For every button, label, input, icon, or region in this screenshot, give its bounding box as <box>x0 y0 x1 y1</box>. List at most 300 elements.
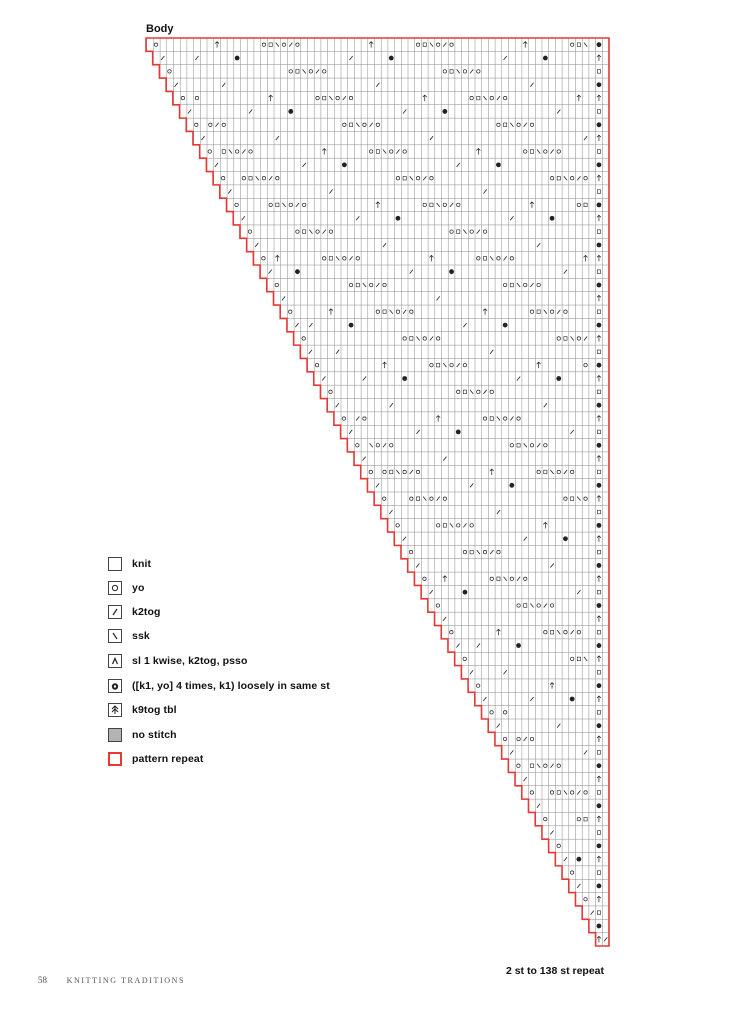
stitch-bob <box>503 323 508 328</box>
stitch-yo <box>477 70 480 73</box>
stitch-k2tog <box>437 497 440 501</box>
stitch-sq <box>564 337 567 341</box>
legend-item-nostitch <box>108 727 177 743</box>
stitch-yo <box>490 711 493 714</box>
stitch-k2tog <box>175 83 178 87</box>
stitch-ssk <box>282 203 285 207</box>
stitch-yo <box>530 791 533 794</box>
stitch-k2tog <box>316 69 319 73</box>
stitch-yo <box>497 257 500 260</box>
stitch-k2tog <box>269 270 272 274</box>
stitch-yo <box>557 844 560 847</box>
stitch-ssk <box>423 497 426 501</box>
yo-symbol-icon <box>108 581 122 595</box>
stitch-k2tog <box>483 390 486 394</box>
stitch-k2tog <box>376 83 379 87</box>
stitch-bob <box>516 643 521 648</box>
legend-item-bobble <box>108 678 330 694</box>
stitch-sq <box>497 577 500 581</box>
stitch-k9 <box>597 536 601 542</box>
stitch-yo <box>490 96 493 99</box>
stitch-bob <box>463 590 468 595</box>
stitch-bob <box>597 803 602 808</box>
stitch-ssk <box>537 150 540 154</box>
stitch-k9 <box>597 215 601 221</box>
stitch-sq <box>416 497 419 501</box>
stitch-yo <box>497 550 500 553</box>
stitch-yo <box>195 123 198 126</box>
stitch-sq <box>597 630 600 634</box>
stitch-yo <box>235 150 238 153</box>
stitch-yo <box>430 497 433 500</box>
stitch-k2tog <box>295 323 298 327</box>
stitch-bob <box>597 843 602 848</box>
stitch-yo <box>336 96 339 99</box>
stitch-sq <box>303 230 306 234</box>
stitch-bob <box>597 563 602 568</box>
stitch-yo <box>476 684 479 687</box>
stitch-k2tog <box>550 831 553 835</box>
stitch-yo <box>208 150 211 153</box>
stitch-yo <box>430 363 433 366</box>
stitch-yo <box>403 470 406 473</box>
stitch-yo <box>349 96 352 99</box>
stitch-k2tog <box>336 403 339 407</box>
stitch-yo <box>557 337 560 340</box>
stitch-ssk <box>497 417 500 421</box>
stitch-yo <box>383 283 386 286</box>
stitch-k2tog <box>430 336 433 340</box>
stitch-bob <box>597 403 602 408</box>
stitch-yo <box>530 737 533 740</box>
stitch-sq <box>530 150 533 154</box>
stitch-yo <box>436 604 439 607</box>
stitch-yo <box>584 497 587 500</box>
stitch-yo <box>450 43 453 46</box>
stitch-yo <box>570 470 573 473</box>
stitch-k9 <box>483 309 487 315</box>
stitch-yo <box>517 764 520 767</box>
page-number: 58 <box>38 975 47 985</box>
stitch-k2tog <box>584 336 587 340</box>
stitch-yo <box>463 657 466 660</box>
stitch-k2tog <box>343 96 346 100</box>
stitch-yo <box>497 123 500 126</box>
stitch-ssk <box>309 230 312 234</box>
stitch-k2tog <box>228 190 231 194</box>
stitch-yo <box>537 283 540 286</box>
stitch-yo <box>524 283 527 286</box>
stitch-k9 <box>597 456 601 462</box>
stitch-yo <box>154 43 157 46</box>
stitch-yo <box>584 177 587 180</box>
stitch-k2tog <box>242 150 245 154</box>
stitch-yo <box>323 257 326 260</box>
stitch-sq <box>430 203 433 207</box>
stitch-k2tog <box>564 857 567 861</box>
stitch-yo <box>450 230 453 233</box>
stitch-bob <box>550 216 555 221</box>
stitch-sq <box>463 390 466 394</box>
stitch-k9 <box>215 42 219 48</box>
stitch-k2tog <box>410 470 413 474</box>
stitch-sq <box>517 443 520 447</box>
stitch-sq <box>597 270 600 274</box>
stitch-yo <box>470 524 473 527</box>
stitch-sq <box>510 283 513 287</box>
stitch-yo <box>249 150 252 153</box>
stitch-yo <box>376 444 379 447</box>
stitch-yo <box>410 497 413 500</box>
stitch-yo <box>557 150 560 153</box>
stitch-yo <box>356 257 359 260</box>
stitch-ssk <box>256 176 259 180</box>
stitch-yo <box>363 417 366 420</box>
stitch-k2tog <box>195 56 198 60</box>
stitch-k2tog <box>416 563 419 567</box>
stitch-yo <box>577 817 580 820</box>
stitch-yo <box>363 123 366 126</box>
stitch-k2tog <box>349 56 352 60</box>
stitch-ssk <box>430 43 433 47</box>
stitch-yo <box>530 310 533 313</box>
stitch-yo <box>403 150 406 153</box>
stitch-bob <box>597 443 602 448</box>
stitch-k9 <box>269 95 273 101</box>
stitch-ssk <box>577 497 580 501</box>
stitch-ssk <box>363 283 366 287</box>
stitch-k9 <box>597 776 601 782</box>
stitch-ssk <box>336 256 339 260</box>
stitch-bob <box>456 430 461 435</box>
stitch-k2tog <box>504 670 507 674</box>
page-footer <box>38 975 185 985</box>
stitch-k2tog <box>242 216 245 220</box>
legend-label: ssk <box>132 630 150 642</box>
stitch-k2tog <box>457 363 460 367</box>
stitch-k2tog <box>550 563 553 567</box>
stitch-bob <box>597 323 602 328</box>
stitch-yo <box>195 96 198 99</box>
stitch-k2tog <box>564 270 567 274</box>
stitch-k2tog <box>356 417 359 421</box>
stitch-yo <box>369 283 372 286</box>
stitch-yo <box>390 150 393 153</box>
stitch-sq <box>530 764 533 768</box>
stitch-k9 <box>496 629 500 635</box>
stitch-k2tog <box>410 270 413 274</box>
stitch-sq <box>483 257 486 261</box>
stitch-bob <box>396 216 401 221</box>
stitch-yo <box>463 550 466 553</box>
stitch-yo <box>584 363 587 366</box>
stitch-yo <box>289 203 292 206</box>
stitch-k2tog <box>483 190 486 194</box>
stitch-ssk <box>584 657 587 661</box>
legend-label: k9tog tbl <box>132 704 177 716</box>
stitch-k2tog <box>490 350 493 354</box>
stitch-sq <box>597 470 600 474</box>
stitch-yo <box>517 737 520 740</box>
stitch-k2tog <box>544 604 547 608</box>
stitch-k2tog <box>430 136 433 140</box>
stitch-yo <box>564 310 567 313</box>
stitch-sq <box>504 123 507 127</box>
stitch-bob <box>543 56 548 61</box>
stitch-yo <box>537 604 540 607</box>
stitch-k2tog <box>289 43 292 47</box>
stitch-k2tog <box>524 737 527 741</box>
legend-label: pattern repeat <box>132 753 204 765</box>
stitch-sq <box>597 430 600 434</box>
stitch-sq <box>597 871 600 875</box>
stitch-yo <box>517 123 520 126</box>
knit-symbol-icon <box>108 557 122 571</box>
stitch-yo <box>349 283 352 286</box>
stitch-bob <box>597 162 602 167</box>
stitch-ssk <box>571 336 574 340</box>
stitch-ssk <box>490 256 493 260</box>
stitch-k2tog <box>557 724 560 728</box>
stitch-sq <box>390 470 393 474</box>
stitch-k2tog <box>550 150 553 154</box>
no-stitch-symbol-icon <box>108 728 122 742</box>
stitch-yo <box>443 203 446 206</box>
stitch-yo <box>409 550 412 553</box>
stitch-sq <box>423 43 426 47</box>
stitch-ssk <box>410 176 413 180</box>
stitch-ssk <box>537 764 540 768</box>
stitch-k9 <box>597 496 601 502</box>
stitch-sq <box>597 831 600 835</box>
stitch-k9 <box>597 376 601 382</box>
stitch-yo <box>503 711 506 714</box>
stitch-ssk <box>510 123 513 127</box>
stitch-yo <box>416 177 419 180</box>
stitch-k2tog <box>463 323 466 327</box>
stitch-bob <box>597 763 602 768</box>
stitch-yo <box>275 283 278 286</box>
stitch-yo <box>423 203 426 206</box>
stitch-bob <box>402 376 407 381</box>
stitch-k2tog <box>276 136 279 140</box>
stitch-yo <box>470 96 473 99</box>
stitch-sq <box>597 510 600 514</box>
stitch-yo <box>276 177 279 180</box>
stitch-yo <box>503 737 506 740</box>
stitch-k2tog <box>571 630 574 634</box>
stitch-bob <box>597 643 602 648</box>
stitch-k9 <box>537 362 541 368</box>
stitch-yo <box>209 123 212 126</box>
ssk-symbol-icon <box>108 629 122 643</box>
stitch-ssk <box>329 96 332 100</box>
stitch-k2tog <box>550 764 553 768</box>
stitch-sq <box>597 70 600 74</box>
stitch-sq <box>597 310 600 314</box>
stitch-yo <box>221 177 224 180</box>
stitch-sq <box>349 123 352 127</box>
stitch-k2tog <box>470 69 473 73</box>
stitch-sq <box>249 176 252 180</box>
stitch-k2tog <box>497 96 500 100</box>
stitch-k9 <box>523 42 527 48</box>
stitch-yo <box>410 310 413 313</box>
stitch-yo <box>343 257 346 260</box>
stitch-k9 <box>597 255 601 261</box>
stitch-sq <box>584 203 587 207</box>
stitch-ssk <box>470 390 473 394</box>
bobble-symbol-icon <box>108 679 122 693</box>
stitch-sq <box>597 911 600 915</box>
stitch-yo <box>416 470 419 473</box>
stitch-k2tog <box>470 670 473 674</box>
stitch-yo <box>222 123 225 126</box>
stitch-bob <box>442 109 447 114</box>
stitch-yo <box>248 230 251 233</box>
stitch-k2tog <box>403 310 406 314</box>
stitch-sq <box>383 310 386 314</box>
stitch-k2tog <box>255 243 258 247</box>
stitch-sq <box>597 390 600 394</box>
stitch-k2tog <box>329 190 332 194</box>
stitch-k2tog <box>517 377 520 381</box>
stitch-ssk <box>229 150 232 154</box>
stitch-k2tog <box>517 577 520 581</box>
stitch-sq <box>597 150 600 154</box>
stitch-yo <box>396 524 399 527</box>
stitch-ssk <box>383 150 386 154</box>
stitch-k2tog <box>537 804 540 808</box>
stitch-k2tog <box>403 109 406 113</box>
stitch-yo <box>557 470 560 473</box>
stitch-sq <box>329 257 332 261</box>
stitch-yo <box>537 470 540 473</box>
stitch-yo <box>470 230 473 233</box>
stitch-sq <box>403 176 406 180</box>
stitch-yo <box>570 177 573 180</box>
stitch-yo <box>490 390 493 393</box>
stitch-bob <box>597 42 602 47</box>
stitch-sq <box>571 497 574 501</box>
stitch-bob <box>235 56 240 61</box>
stitch-k2tog <box>403 537 406 541</box>
stitch-bob <box>570 697 575 702</box>
legend-item-knit <box>108 556 151 572</box>
legend-label: k2tog <box>132 606 161 618</box>
legend-item-repeat <box>108 751 203 767</box>
stitch-bob <box>597 122 602 127</box>
stitch-k2tog <box>269 176 272 180</box>
stitch-k2tog <box>376 483 379 487</box>
stitch-k2tog <box>510 216 513 220</box>
stitch-ssk <box>584 43 587 47</box>
stitch-k2tog <box>510 417 513 421</box>
stitch-yo <box>503 283 506 286</box>
stitch-sq <box>537 310 540 314</box>
stitch-yo <box>376 123 379 126</box>
legend-label: yo <box>132 582 145 594</box>
stitch-sq <box>490 417 493 421</box>
repeat-note: 2 st to 138 st repeat <box>505 965 604 977</box>
stitch-sq <box>477 96 480 100</box>
stitch-yo <box>235 203 238 206</box>
stitch-sq <box>222 150 225 154</box>
stitch-yo <box>430 177 433 180</box>
stitch-yo <box>557 764 560 767</box>
stitch-k9 <box>436 416 440 422</box>
stitch-ssk <box>524 443 527 447</box>
stitch-sq <box>323 96 326 100</box>
stitch-bob <box>597 523 602 528</box>
stitch-k9 <box>329 309 333 315</box>
stitch-ssk <box>504 577 507 581</box>
stitch-k2tog <box>457 163 460 167</box>
stitch-k9 <box>490 469 494 475</box>
stitch-yo <box>376 310 379 313</box>
stitch-yo <box>577 631 580 634</box>
stitch-yo <box>436 43 439 46</box>
stitch-yo <box>517 604 520 607</box>
stitch-k2tog <box>296 203 299 207</box>
stitch-ssk <box>557 630 560 634</box>
stitch-yo <box>342 417 345 420</box>
stitch-k9 <box>597 856 601 862</box>
stitch-k2tog <box>564 470 567 474</box>
stitch-k2tog <box>490 550 493 554</box>
stitch-k2tog <box>215 123 218 127</box>
stitch-k9 <box>597 696 601 702</box>
legend-item-yo <box>108 580 144 596</box>
stitch-k9 <box>275 255 279 261</box>
stitch-sq <box>584 817 587 821</box>
stitch-k2tog <box>591 911 594 915</box>
chart-grid <box>146 38 609 946</box>
stitch-k2tog <box>577 884 580 888</box>
stitch-k2tog <box>383 443 386 447</box>
stitch-ssk <box>443 363 446 367</box>
stitch-ssk <box>483 96 486 100</box>
stitch-k9 <box>369 42 373 48</box>
stitch-yo <box>323 70 326 73</box>
stitch-k2tog <box>497 510 500 514</box>
stitch-yo <box>329 390 332 393</box>
stitch-k9 <box>597 335 601 341</box>
stitch-k2tog <box>349 430 352 434</box>
stitch-yo <box>483 230 486 233</box>
stitch-yo <box>309 70 312 73</box>
stitch-k2tog <box>537 243 540 247</box>
stitch-sq <box>450 70 453 74</box>
stitch-yo <box>483 417 486 420</box>
stitch-yo <box>242 177 245 180</box>
stitch-k2tog <box>188 109 191 113</box>
stitch-yo <box>524 150 527 153</box>
stitch-ssk <box>450 523 453 527</box>
stitch-yo <box>550 604 553 607</box>
stitch-k2tog <box>470 483 473 487</box>
stitch-sq <box>437 363 440 367</box>
stitch-yo <box>550 310 553 313</box>
stitch-ssk <box>276 43 279 47</box>
stitch-sq <box>597 350 600 354</box>
stitch-k2tog <box>557 310 560 314</box>
stitch-k9 <box>322 149 326 155</box>
stitch-yo <box>544 444 547 447</box>
stitch-yo <box>316 230 319 233</box>
stitch-ssk <box>370 443 373 447</box>
stitch-k2tog <box>215 163 218 167</box>
